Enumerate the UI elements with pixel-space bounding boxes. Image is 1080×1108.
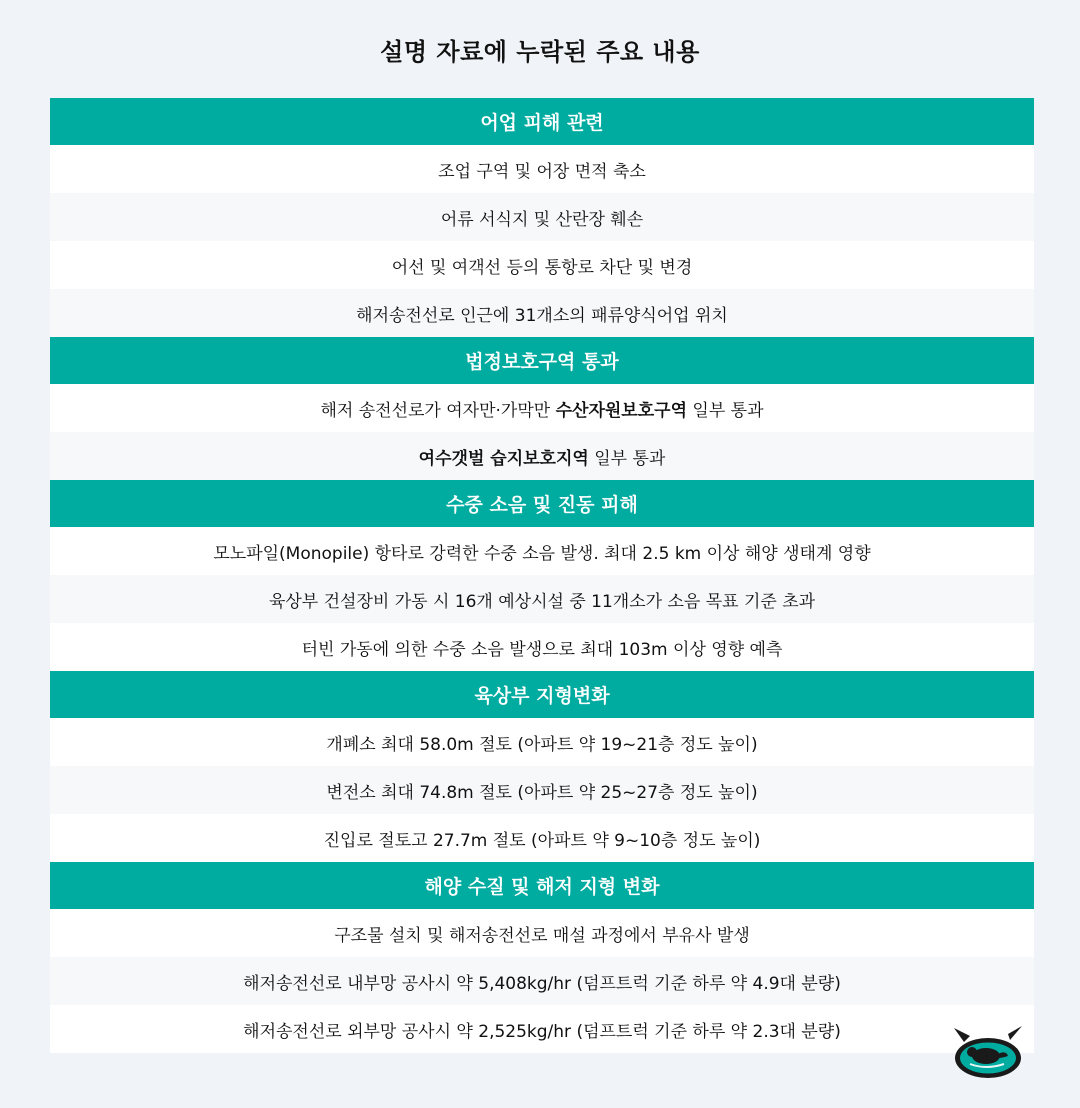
table-row [50,1005,1034,1053]
row-text: 해저송전선로 외부망 공사시 약 2,525kg/hr (덤프트럭 기준 하루 약 2.3대 분량) [243,1021,841,1042]
row-text: 일부 통과 [687,400,764,421]
table-row [50,384,1034,432]
table-row [50,718,1034,766]
row-text: 해저송전선로 내부망 공사시 약 5,408kg/hr (덤프트럭 기준 하루 약 4.9대 분량) [243,973,841,994]
table-row [50,241,1034,289]
table-row [50,432,1034,480]
table-row [50,289,1034,337]
row-text: 일부 통과 [588,448,666,469]
table-row [50,957,1034,1005]
section-header-underwater-noise: 수중 소음 및 진동 피해 [50,480,1034,527]
table-row [50,145,1034,193]
row-text: 개폐소 최대 58.0m 절토 (아파트 약 19~21층 정도 높이) [326,734,758,755]
table-row [50,909,1034,957]
table-row [50,193,1034,241]
row-text: 구조물 설치 및 해저송전선로 매설 과정에서 부유사 발생 [334,925,750,946]
row-bold-text: 수산자원보호구역 [555,400,687,421]
section-header-terrain-change: 육상부 지형변화 [50,671,1034,718]
section-header-fishery: 어업 피해 관련 [50,98,1034,145]
table-row [50,814,1034,862]
row-text: 변전소 최대 74.8m 절토 (아파트 약 25~27층 정도 높이) [326,782,758,803]
table-row [50,527,1034,575]
table-row [50,575,1034,623]
row-text: 해저 송전선로가 여자만·가막만 [320,400,556,421]
row-text: 어선 및 여객선 등의 통항로 차단 및 변경 [391,257,693,278]
page-title: 설명 자료에 누락된 주요 내용 [380,37,700,66]
row-text: 어류 서식지 및 산란장 훼손 [440,209,644,230]
row-bold-text: 여수갯벌 습지보호지역 [418,448,589,469]
mascot-icon [950,1024,1026,1080]
row-text: 터빈 가동에 의한 수중 소음 발생으로 최대 103m 이상 영향 예측 [301,639,783,660]
row-text: 조업 구역 및 어장 면적 축소 [438,161,646,182]
row-text: 육상부 건설장비 가동 시 16개 예상시설 중 11개소가 소음 목표 기준 초과 [268,591,816,612]
row-text: 진입로 절토고 27.7m 절토 (아파트 약 9~10층 정도 높이) [323,830,761,851]
table-row [50,623,1034,671]
row-text: 모노파일(Monopile) 항타로 강력한 수중 소음 발생. 최대 2.5 km 이상 해양 생태계 영향 [213,543,871,564]
row-text: 해저송전선로 인근에 31개소의 패류양식어업 위치 [356,305,728,326]
section-header-protected-area: 법정보호구역 통과 [50,337,1034,384]
section-header-water-quality: 해양 수질 및 해저 지형 변화 [50,862,1034,909]
content-table [50,98,1034,1053]
table-row [50,766,1034,814]
